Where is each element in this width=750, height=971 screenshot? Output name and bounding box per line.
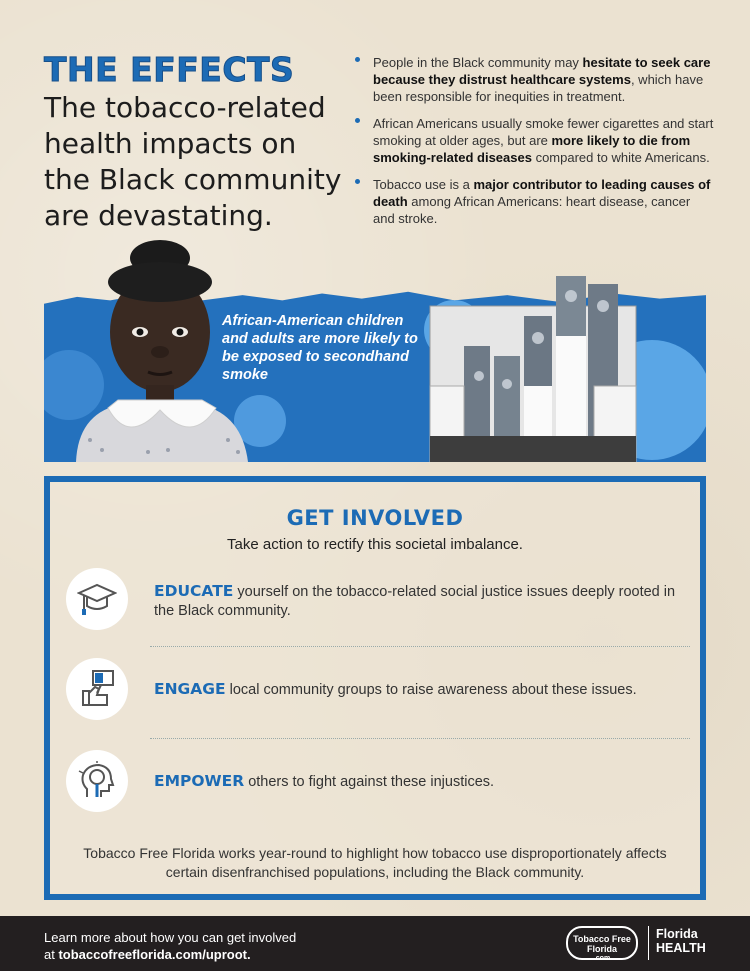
action-keyword: EDUCATE — [154, 582, 234, 600]
action-engage: ENGAGE local community groups to raise awareness about these issues. — [66, 658, 686, 728]
footer-link[interactable]: tobaccofreeflorida.com/uproot. — [58, 947, 251, 962]
page-subtitle: The tobacco-related health impacts on the Black community are devastating. — [44, 91, 342, 232]
action-empower: EMPOWER others to fight against these injustices. — [66, 750, 686, 820]
section-subtitle: Take action to rectify this societal imbalance. — [227, 536, 523, 553]
page-title: THE EFFECTS — [44, 50, 295, 89]
action-educate: EDUCATE yourself on the tobacco-related social justice issues deeply rooted in the Black community. — [66, 568, 686, 638]
bullet-icon — [355, 57, 360, 62]
action-keyword: ENGAGE — [154, 680, 226, 698]
action-keyword: EMPOWER — [154, 772, 245, 790]
bullet-icon — [355, 179, 360, 184]
section-footnote: Tobacco Free Florida works year-round to highlight how tobacco use disproportionately affects certain disenfranchised populations, including the Black community. — [83, 845, 667, 880]
page-footer — [0, 916, 750, 971]
effects-list — [355, 54, 715, 237]
footer-text: Learn more about how you can get involved at tobaccofreeflorida.com/uproot. — [44, 930, 297, 962]
list-item: People in the Black community may hesitate to seek care because they distrust healthcare systems, which have been responsible for inequities in treatment. — [355, 54, 715, 105]
tobacco-free-florida-logo[interactable]: Tobacco Free Florida .com — [566, 926, 638, 960]
head-brain-icon — [66, 750, 128, 812]
florida-health-logo[interactable]: Florida HEALTH — [656, 927, 706, 955]
bullet-icon — [355, 118, 360, 123]
divider — [150, 738, 690, 739]
logo-divider — [648, 926, 649, 960]
list-item: African Americans usually smoke fewer cigarettes and start smoking at older ages, but are more likely to die from smoking-related diseases compared to white Americans. — [355, 115, 715, 166]
divider — [150, 646, 690, 647]
thumbs-up-sign-icon — [66, 658, 128, 720]
get-involved-section — [44, 476, 706, 900]
graduation-cap-icon — [66, 568, 128, 630]
section-title: GET INVOLVED — [286, 506, 464, 530]
list-item: Tobacco use is a major contributor to leading causes of death among African Americans: heart disease, cancer and stroke. — [355, 176, 715, 227]
cigarette-pack-illustration — [424, 276, 640, 462]
banner-callout-text: African-American children and adults are more likely to be exposed to secondhand smoke — [222, 313, 418, 383]
